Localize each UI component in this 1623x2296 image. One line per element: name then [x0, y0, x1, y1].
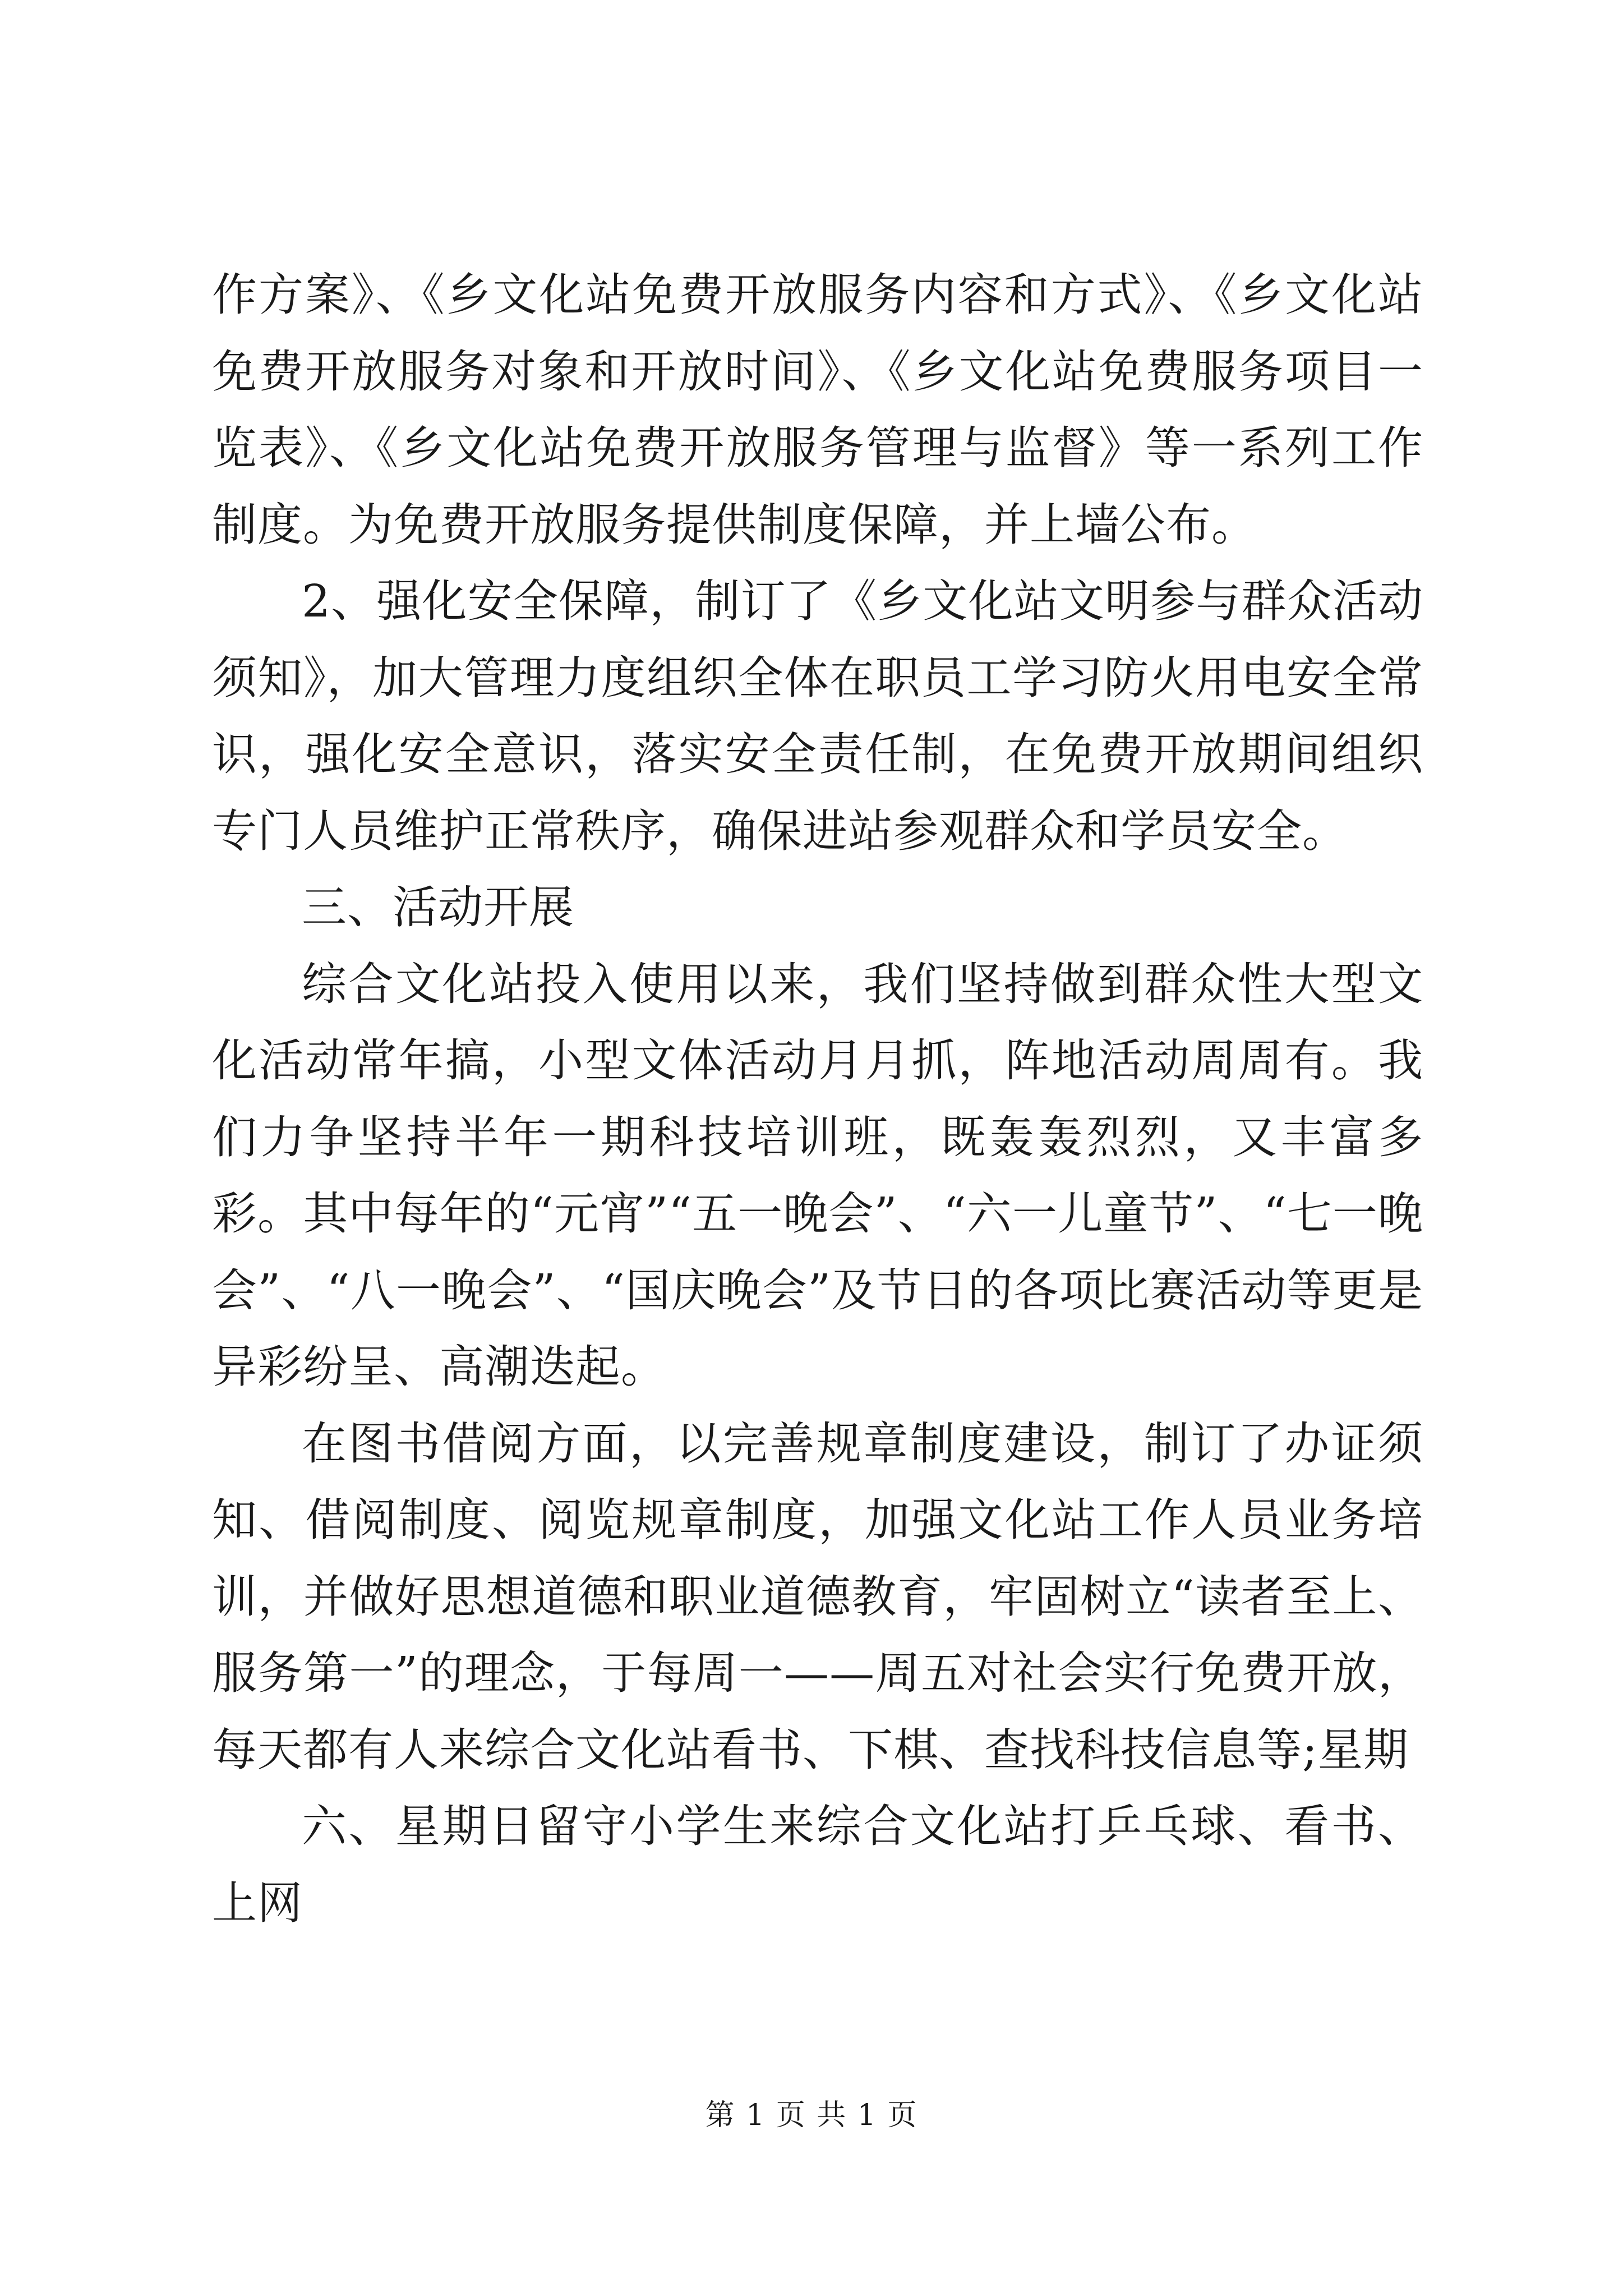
- paragraph-1: 作方案》、《乡文化站免费开放服务内容和方式》、《乡文化站免费开放服务对象和开放时间》、《乡文化站免费服务项目一览表》、《乡文化站免费开放服务管理与监督》等一系列工作制度。为免费开放服务提供制度保障，并上墙公布。: [212, 269, 1423, 551]
- section-heading-activities: 三、活动开展: [302, 881, 574, 933]
- page-number-footer: 第 1 页 共 1 页: [705, 2099, 918, 2132]
- document-body: [212, 257, 1423, 1941]
- paragraph-5: 在图书借阅方面，以完善规章制度建设，制订了办证须知、借阅制度、阅览规章制度，加强文化站工作人员业务培训，并做好思想道德和职业道德教育，牢固树立“读者至上、服务第一”的理念，于每周一——周五对社会实行免费开放，每天都有人来综合文化站看书、下棋、查找科技信息等;星期: [212, 1417, 1423, 1776]
- paragraph-4: 综合文化站投入使用以来，我们坚持做到群众性大型文化活动常年搞，小型文体活动月月抓，阵地活动周周有。我们力争坚持半年一期科技培训班，既轰轰烈烈，又丰富多彩。其中每年的“元宵”“五一晚会”、“六一儿童节”、“七一晚会”、“八一晚会”、“国庆晚会”及节日的各项比赛活动等更是异彩纷呈、高潮迭起。: [212, 958, 1423, 1393]
- paragraph-6: 六、星期日留守小学生来综合文化站打乒乓球、看书、上网: [212, 1800, 1423, 1929]
- paragraph-2: 2、强化安全保障，制订了《乡文化站文明参与群众活动须知》，加大管理力度组织全体在职员工学习防火用电安全常识，强化安全意识，落实安全责任制，在免费开放期间组织专门人员维护正常秩序，确保进站参观群众和学员安全。: [212, 575, 1423, 857]
